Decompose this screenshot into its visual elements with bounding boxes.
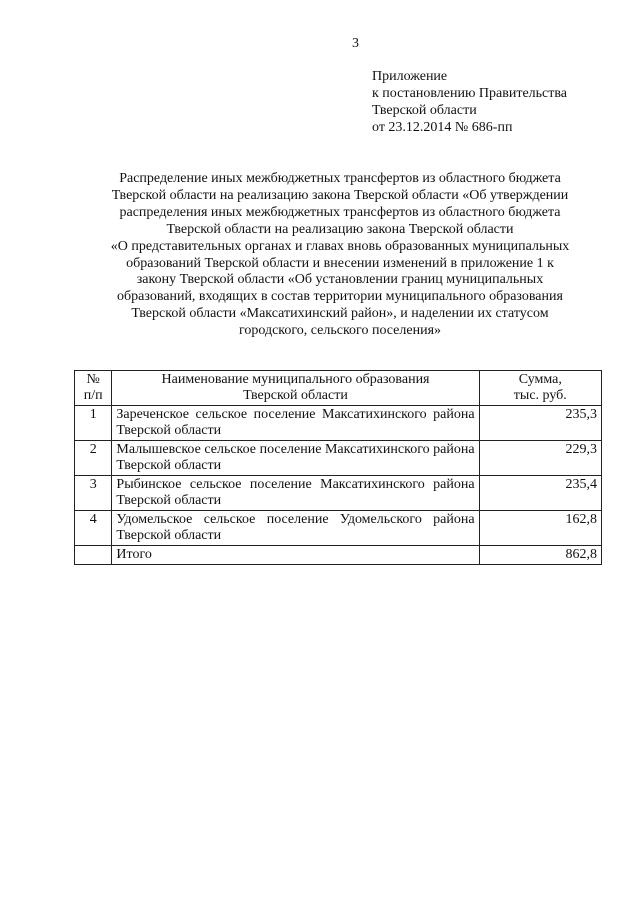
row-name: Рыбинское сельское поселение Максатихинского района Тверской области: [112, 476, 479, 511]
table-row: [75, 511, 602, 546]
row-number: 2: [75, 441, 112, 476]
row-sum: 229,3: [479, 441, 601, 476]
table-row: [75, 476, 602, 511]
table-row: [75, 406, 602, 441]
header-sum-line: тыс. руб.: [513, 388, 567, 403]
title-line: Тверской области на реализацию закона Тверской области: [166, 221, 514, 237]
row-number: 3: [75, 476, 112, 511]
title-line: Распределение иных межбюджетных трансфертов из областного бюджета: [119, 171, 561, 186]
header-name-line: Наименование муниципального образования: [161, 372, 430, 387]
header-number-line: п/п: [83, 388, 103, 403]
header-name: [112, 371, 479, 406]
title-line: городского, сельского поселения»: [238, 323, 442, 339]
row-name: Удомельское сельское поселение Удомельского района Тверской области: [112, 511, 479, 546]
appendix-line: от 23.12.2014 № 686-пп: [372, 120, 513, 135]
row-sum: 235,3: [479, 406, 601, 441]
title-line: «О представительных органах и главах вновь образованных муниципальных: [110, 238, 570, 254]
row-number: 4: [75, 511, 112, 546]
title-line: образований Тверской области и внесении изменений в приложение 1 к: [126, 255, 554, 271]
appendix-line: Тверской области: [372, 103, 477, 118]
header-number-line: №: [86, 372, 100, 387]
title-line: распределения иных межбюджетных трансфертов из областного бюджета: [119, 204, 561, 220]
transfers-table: [74, 370, 602, 565]
row-sum: 235,4: [479, 476, 601, 511]
row-name: Зареченское сельское поселение Максатихинского района Тверской области: [112, 406, 479, 441]
table-total-row: [75, 546, 602, 565]
appendix-line: к постановлению Правительства: [372, 86, 568, 101]
row-sum: 162,8: [479, 511, 601, 546]
header-sum: [479, 371, 601, 406]
appendix-line: Приложение: [372, 69, 448, 84]
total-number-empty: [75, 546, 112, 565]
header-sum-line: Сумма,: [518, 372, 562, 387]
document-title: [60, 171, 620, 340]
title-line: образований, входящих в состав территории муниципального образования: [117, 289, 563, 305]
total-sum: 862,8: [479, 546, 601, 565]
row-name: Малышевское сельское поселение Максатихинского района Тверской области: [112, 441, 479, 476]
header-number: [75, 371, 112, 406]
title-line: Тверской области на реализацию закона Тверской области «Об утверждении: [111, 187, 569, 203]
header-name-line: Тверской области: [243, 388, 348, 403]
table-header-row: [75, 371, 602, 406]
appendix-header: [372, 68, 567, 136]
table-row: [75, 441, 602, 476]
total-label: Итого: [112, 546, 479, 565]
title-line: закону Тверской области «Об установлении границ муниципальных: [136, 272, 544, 288]
page-number: 3: [352, 36, 359, 51]
row-number: 1: [75, 406, 112, 441]
title-line: Тверской области «Максатихинский район», и наделении их статусом: [131, 306, 549, 322]
